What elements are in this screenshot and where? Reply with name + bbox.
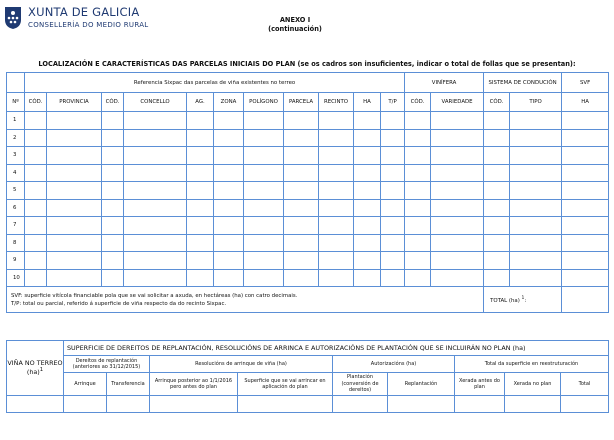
col-cod-variedade: CÓD.	[405, 93, 431, 112]
table-cell-input[interactable]	[124, 129, 187, 147]
table-cell-input[interactable]	[405, 182, 431, 200]
table-cell-input[interactable]	[431, 164, 484, 182]
table-row	[7, 129, 609, 147]
row-number: 7	[7, 217, 25, 235]
table-cell-input[interactable]	[431, 182, 484, 200]
table-cell-input[interactable]	[431, 269, 484, 287]
table-cell-input[interactable]	[47, 252, 102, 270]
col-tp: T/P	[381, 93, 405, 112]
table-cell-input[interactable]	[510, 164, 562, 182]
table-cell-input[interactable]	[47, 199, 102, 217]
table-cell-input[interactable]	[102, 129, 124, 147]
table-cell-input[interactable]	[187, 199, 214, 217]
table-row	[7, 182, 609, 200]
col-ag: AG.	[187, 93, 214, 112]
col-variedade: VARIEDADE	[431, 93, 484, 112]
table-cell-input[interactable]	[244, 182, 284, 200]
table-cell-input[interactable]	[484, 217, 510, 235]
table-row	[7, 112, 609, 130]
org-title: XUNTA DE GALICIA	[28, 5, 140, 19]
table-cell-input[interactable]	[484, 112, 510, 130]
table-cell-input[interactable]	[431, 252, 484, 270]
table-cell-input[interactable]	[244, 217, 284, 235]
col-no: Nº	[7, 93, 25, 112]
table-cell-input[interactable]	[25, 147, 47, 165]
table-cell-input[interactable]	[431, 234, 484, 252]
table-cell-input[interactable]	[25, 234, 47, 252]
table-cell-input[interactable]	[354, 234, 381, 252]
table-cell-input[interactable]	[124, 164, 187, 182]
table-cell-input[interactable]	[354, 164, 381, 182]
table-cell-input[interactable]	[319, 112, 354, 130]
group-svf: SVF	[562, 73, 609, 93]
row-number: 5	[7, 182, 25, 200]
table-cell-input[interactable]	[431, 147, 484, 165]
table-cell-input[interactable]	[354, 129, 381, 147]
total-group: Total da superficie en reestruturación	[455, 356, 609, 373]
table-cell-input[interactable]	[284, 199, 319, 217]
table-cell-input[interactable]	[319, 252, 354, 270]
table-cell-input[interactable]	[319, 199, 354, 217]
table-cell-input[interactable]	[244, 199, 284, 217]
table-cell-input[interactable]	[214, 182, 244, 200]
col-cod-tipo: CÓD.	[484, 93, 510, 112]
table-cell-input[interactable]	[484, 252, 510, 270]
table-cell-input[interactable]	[354, 182, 381, 200]
resolucions-group: Resolucións de arrinque de viña (ha)	[150, 356, 333, 373]
table-cell-input[interactable]	[25, 129, 47, 147]
table-cell-input[interactable]	[25, 217, 47, 235]
col-svf-ha: HA	[562, 93, 609, 112]
table-cell-input[interactable]	[381, 147, 405, 165]
input-total[interactable]	[561, 396, 609, 413]
input-arrinque-posterior[interactable]	[150, 396, 238, 413]
table-cell-input[interactable]	[214, 252, 244, 270]
table-cell-input[interactable]	[47, 182, 102, 200]
table-cell-input[interactable]	[214, 147, 244, 165]
table-cell-input[interactable]	[484, 129, 510, 147]
table-cell-input[interactable]	[510, 112, 562, 130]
table-cell-input[interactable]	[484, 164, 510, 182]
total-ha-label: TOTAL (ha) $^1$:	[484, 287, 562, 313]
table-cell-input[interactable]	[214, 217, 244, 235]
org-subtitle: CONSELLERÍA DO MEDIO RURAL	[28, 21, 149, 29]
table-cell-input[interactable]	[562, 182, 609, 200]
group-conducion: SISTEMA DE CONDUCIÓN	[484, 73, 562, 93]
table-cell-input[interactable]	[284, 269, 319, 287]
input-replantacion[interactable]	[388, 396, 455, 413]
table-cell-input[interactable]	[319, 234, 354, 252]
col-provincia: PROVINCIA	[47, 93, 102, 112]
table-cell-input[interactable]	[484, 234, 510, 252]
table-cell-input[interactable]	[405, 234, 431, 252]
parcels-table	[6, 72, 609, 313]
vina-terreo-label: VIÑA NO TERREO (ha)$^1$	[7, 341, 64, 396]
table-cell-input[interactable]	[405, 269, 431, 287]
table-cell-input[interactable]	[562, 129, 609, 147]
table-cell-input[interactable]	[319, 147, 354, 165]
table-cell-input[interactable]	[102, 217, 124, 235]
table-cell-input[interactable]	[354, 147, 381, 165]
table-cell-input[interactable]	[25, 199, 47, 217]
table-cell-input[interactable]	[354, 269, 381, 287]
table-cell-input[interactable]	[187, 182, 214, 200]
table-cell-input[interactable]	[124, 199, 187, 217]
col-total: Total	[561, 373, 609, 396]
table-cell-input[interactable]	[244, 129, 284, 147]
table-cell-input[interactable]	[124, 112, 187, 130]
table-cell-input[interactable]	[47, 129, 102, 147]
table-cell-input[interactable]	[405, 217, 431, 235]
table-row	[7, 269, 609, 287]
table-cell-input[interactable]	[244, 252, 284, 270]
input-transferencia[interactable]	[107, 396, 150, 413]
table-cell-input[interactable]	[187, 217, 214, 235]
annex-subtitle: (continuación)	[268, 25, 322, 33]
row-number: 2	[7, 129, 25, 147]
table-cell-input[interactable]	[244, 234, 284, 252]
table-cell-input[interactable]	[354, 252, 381, 270]
col-zona: ZONA	[214, 93, 244, 112]
table-cell-input[interactable]	[47, 112, 102, 130]
table-cell-input[interactable]	[25, 164, 47, 182]
table-cell-input[interactable]	[102, 182, 124, 200]
table-cell-input[interactable]	[381, 252, 405, 270]
table-cell-input[interactable]	[484, 199, 510, 217]
table-cell-input[interactable]	[562, 147, 609, 165]
table-cell-input[interactable]	[284, 234, 319, 252]
table-cell-input[interactable]	[405, 164, 431, 182]
table-cell-input[interactable]	[510, 147, 562, 165]
table-cell-input[interactable]	[214, 129, 244, 147]
table-cell-input[interactable]	[284, 164, 319, 182]
table-footnote	[7, 287, 484, 313]
table-cell-input[interactable]	[562, 217, 609, 235]
table-cell-input[interactable]	[244, 164, 284, 182]
table-cell-input[interactable]	[284, 252, 319, 270]
table-cell-input[interactable]	[47, 147, 102, 165]
table-cell-input[interactable]	[354, 217, 381, 235]
table-cell-input[interactable]	[319, 129, 354, 147]
table-cell-input[interactable]	[381, 269, 405, 287]
table-row	[7, 252, 609, 270]
table-row	[7, 164, 609, 182]
table-cell-input[interactable]	[381, 129, 405, 147]
table-cell-input[interactable]	[354, 199, 381, 217]
table-cell-input[interactable]	[124, 269, 187, 287]
table-cell-input[interactable]	[510, 182, 562, 200]
table-cell-input[interactable]	[187, 147, 214, 165]
annex-title: ANEXO I	[279, 16, 311, 24]
table-cell-input[interactable]	[102, 252, 124, 270]
row-number: 9	[7, 252, 25, 270]
table-cell-input[interactable]	[562, 112, 609, 130]
table-cell-input[interactable]	[187, 234, 214, 252]
table-cell-input[interactable]	[319, 217, 354, 235]
input-arrinque[interactable]	[64, 396, 107, 413]
table-cell-input[interactable]	[102, 199, 124, 217]
table-cell-input[interactable]	[124, 182, 187, 200]
table-cell-input[interactable]	[187, 112, 214, 130]
section1-title: LOCALIZACIÓN E CARACTERÍSTICAS DAS PARCELAS INICIAIS DO PLAN (se os cadros son insuficientes, indicar o total de follas que se presentan):	[38, 60, 576, 68]
table-cell-input[interactable]	[187, 129, 214, 147]
table-cell-input[interactable]	[319, 164, 354, 182]
table-cell-input[interactable]	[562, 199, 609, 217]
table-cell-input[interactable]	[381, 199, 405, 217]
table-cell-input[interactable]	[25, 252, 47, 270]
table-cell-input[interactable]	[431, 217, 484, 235]
table-cell-input[interactable]	[319, 182, 354, 200]
input-xerada-no-plan[interactable]	[505, 396, 561, 413]
row-number: 6	[7, 199, 25, 217]
table-cell-input[interactable]	[381, 164, 405, 182]
table-cell-input[interactable]	[484, 182, 510, 200]
table-cell-input[interactable]	[284, 129, 319, 147]
table-cell-input[interactable]	[47, 269, 102, 287]
table-cell-input[interactable]	[510, 217, 562, 235]
table-cell-input[interactable]	[25, 112, 47, 130]
table-cell-input[interactable]	[405, 129, 431, 147]
table-cell-input[interactable]	[47, 217, 102, 235]
col-arrinque-posterior: Arrinque posterior ao 1/1/2016 pero antes do plan	[150, 373, 238, 396]
table-row	[7, 147, 609, 165]
col-superficie-arrincar: Superficie que se vai arrincar en aplicación do plan	[238, 373, 333, 396]
table-cell-input[interactable]	[510, 252, 562, 270]
row-number: 1	[7, 112, 25, 130]
col-cod-concello: CÓD.	[102, 93, 124, 112]
table-cell-input[interactable]	[124, 252, 187, 270]
total-ha-input[interactable]	[562, 287, 609, 313]
col-plantacion: Plantación (conversión de dereitos)	[333, 373, 388, 396]
table-cell-input[interactable]	[124, 234, 187, 252]
table-cell-input[interactable]	[187, 164, 214, 182]
table-cell-input[interactable]	[124, 217, 187, 235]
table-cell-input[interactable]	[214, 269, 244, 287]
table-cell-input[interactable]	[562, 269, 609, 287]
xunta-logo-icon	[4, 6, 22, 30]
table-cell-input[interactable]	[431, 112, 484, 130]
input-vina-terreo[interactable]	[7, 396, 64, 413]
table-cell-input[interactable]	[431, 199, 484, 217]
table-cell-input[interactable]	[47, 164, 102, 182]
col-concello: CONCELLO	[124, 93, 187, 112]
col-arrinque: Arrinque	[64, 373, 107, 396]
table-cell-input[interactable]	[102, 147, 124, 165]
table-cell-input[interactable]	[381, 217, 405, 235]
blank-corner	[7, 73, 25, 93]
table-cell-input[interactable]	[102, 112, 124, 130]
table-cell-input[interactable]	[25, 269, 47, 287]
table-cell-input[interactable]	[214, 234, 244, 252]
table-cell-input[interactable]	[562, 252, 609, 270]
row-number: 10	[7, 269, 25, 287]
row-number: 3	[7, 147, 25, 165]
table-cell-input[interactable]	[214, 164, 244, 182]
row-number: 8	[7, 234, 25, 252]
autorizacions-group: Autorizacións (ha)	[333, 356, 455, 373]
col-tipo: TIPO	[510, 93, 562, 112]
table-cell-input[interactable]	[102, 269, 124, 287]
table-cell-input[interactable]	[214, 199, 244, 217]
table-cell-input[interactable]	[187, 252, 214, 270]
table-cell-input[interactable]	[484, 147, 510, 165]
col-transferencia: Transferencia	[107, 373, 150, 396]
table-cell-input[interactable]	[405, 199, 431, 217]
replantation-table	[6, 340, 609, 413]
table-cell-input[interactable]	[25, 182, 47, 200]
group-sigpac: Referencia Sixpac das parcelas de viña existentes no terreo	[25, 73, 405, 93]
table-cell-input[interactable]	[124, 147, 187, 165]
table-cell-input[interactable]	[381, 112, 405, 130]
table-cell-input[interactable]	[510, 269, 562, 287]
table-row	[7, 234, 609, 252]
col-cod-provincia: CÓD.	[25, 93, 47, 112]
dereitos-group: Dereitos de replantación (anteriores ao 31/12/2015)	[64, 356, 150, 373]
col-ha: HA	[354, 93, 381, 112]
table-cell-input[interactable]	[562, 234, 609, 252]
table-cell-input[interactable]	[284, 182, 319, 200]
table-cell-input[interactable]	[187, 269, 214, 287]
table-cell-input[interactable]	[381, 182, 405, 200]
table-cell-input[interactable]	[284, 217, 319, 235]
table-row	[7, 199, 609, 217]
table-cell-input[interactable]	[284, 147, 319, 165]
table-cell-input[interactable]	[484, 269, 510, 287]
table-cell-input[interactable]	[214, 112, 244, 130]
table-cell-input[interactable]	[319, 269, 354, 287]
table-cell-input[interactable]	[102, 234, 124, 252]
table-cell-input[interactable]	[431, 129, 484, 147]
group-vinifera: VINÍFERA	[405, 73, 484, 93]
table-cell-input[interactable]	[405, 147, 431, 165]
table-cell-input[interactable]	[510, 129, 562, 147]
input-xerada-antes[interactable]	[455, 396, 505, 413]
table-cell-input[interactable]	[510, 199, 562, 217]
footnote-svf: SVF: superficie vitícola financiable pola que se vai solicitar a axuda, en hectáreas (ha) con catro decimais.	[11, 292, 298, 299]
table-cell-input[interactable]	[405, 252, 431, 270]
col-xerada-no-plan: Xerada no plan	[505, 373, 561, 396]
table-cell-input[interactable]	[354, 112, 381, 130]
col-xerada-antes: Xerada antes do plan	[455, 373, 505, 396]
input-plantacion[interactable]	[333, 396, 388, 413]
table-cell-input[interactable]	[381, 234, 405, 252]
table-cell-input[interactable]	[244, 112, 284, 130]
section2-title: SUPERFICIE DE DEREITOS DE REPLANTACIÓN, RESOLUCIÓNS DE ARRINCA E AUTORIZACIÓNS DE PLANTACIÓN QUE SE INCLUIRÁN NO PLAN (ha)	[64, 341, 609, 356]
table-cell-input[interactable]	[102, 164, 124, 182]
col-poligono: POLÍGONO	[244, 93, 284, 112]
col-recinto: RECINTO	[319, 93, 354, 112]
table-cell-input[interactable]	[244, 147, 284, 165]
table-row	[7, 217, 609, 235]
table-cell-input[interactable]	[405, 112, 431, 130]
table-cell-input[interactable]	[562, 164, 609, 182]
col-replantacion: Replantación	[388, 373, 455, 396]
footnote-tp: T/P: total ou parcial, referido á superficie de viña respecto da do recinto Sixpac.	[11, 300, 227, 307]
table-cell-input[interactable]	[244, 269, 284, 287]
table-cell-input[interactable]	[510, 234, 562, 252]
annex-heading	[230, 16, 360, 34]
table-cell-input[interactable]	[284, 112, 319, 130]
input-superficie-arrincar[interactable]	[238, 396, 333, 413]
col-parcela: PARCELA	[284, 93, 319, 112]
row-number: 4	[7, 164, 25, 182]
table-cell-input[interactable]	[47, 234, 102, 252]
